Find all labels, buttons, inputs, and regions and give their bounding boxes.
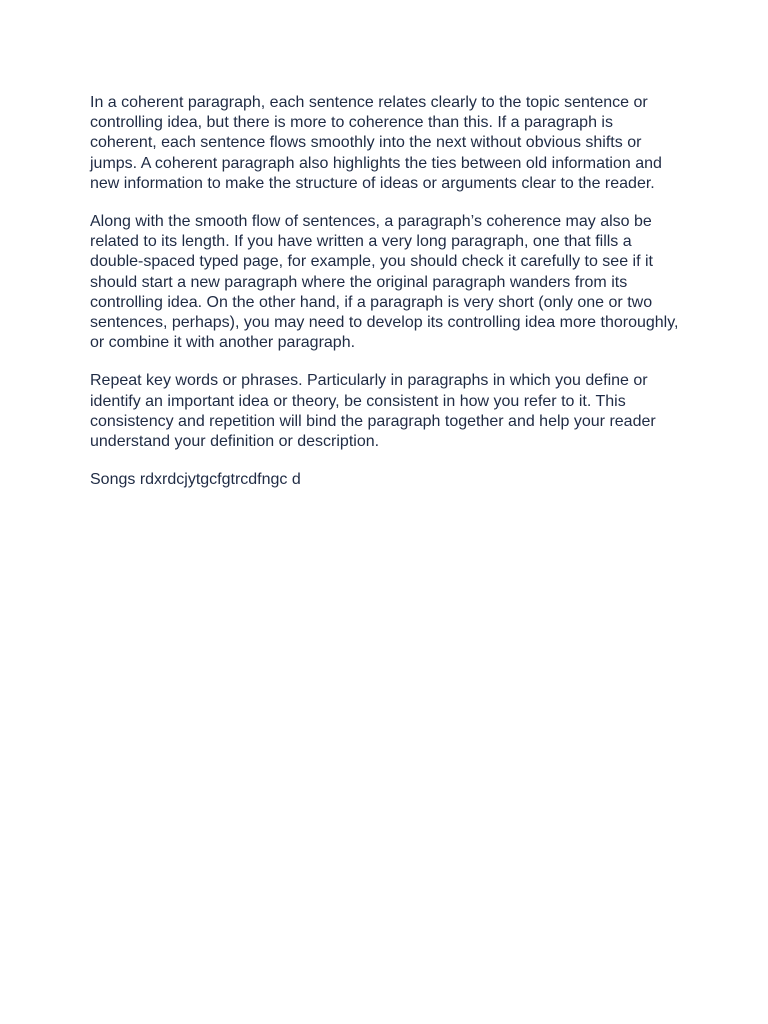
paragraph-repeat-key-words: Repeat key words or phrases. Particularly in paragraphs in which you define or identify an important idea or theory, be consistent in how you refer to it. This consistency and repetition will bind the paragraph together and help your reader understand your definition or description. [90, 372, 656, 451]
document-body [90, 93, 682, 508]
paragraph-songs: Songs rdxrdcjytgcfgtrcdfngc d [90, 471, 301, 489]
paragraph-coherence-intro: In a coherent paragraph, each sentence relates clearly to the topic sentence or controlling idea, but there is more to coherence than this. If a paragraph is coherent, each sentence flows smoothly into the next without obvious shifts or jumps. A coherent paragraph also highlights the ties between old information and new information to make the structure of ideas or arguments clear to the reader. [90, 94, 662, 192]
paragraph-coherence-length: Along with the smooth flow of sentences, a paragraph’s coherence may also be related to its length. If you have written a very long paragraph, one that fills a double-spaced typed page, for example, you should check it carefully to see if it should start a new paragraph where the original paragraph wanders from its controlling idea. On the other hand, if a paragraph is very short (only one or two sentences, perhaps), you may need to develop its controlling idea more thoroughly, or combine it with another paragraph. [90, 213, 679, 352]
